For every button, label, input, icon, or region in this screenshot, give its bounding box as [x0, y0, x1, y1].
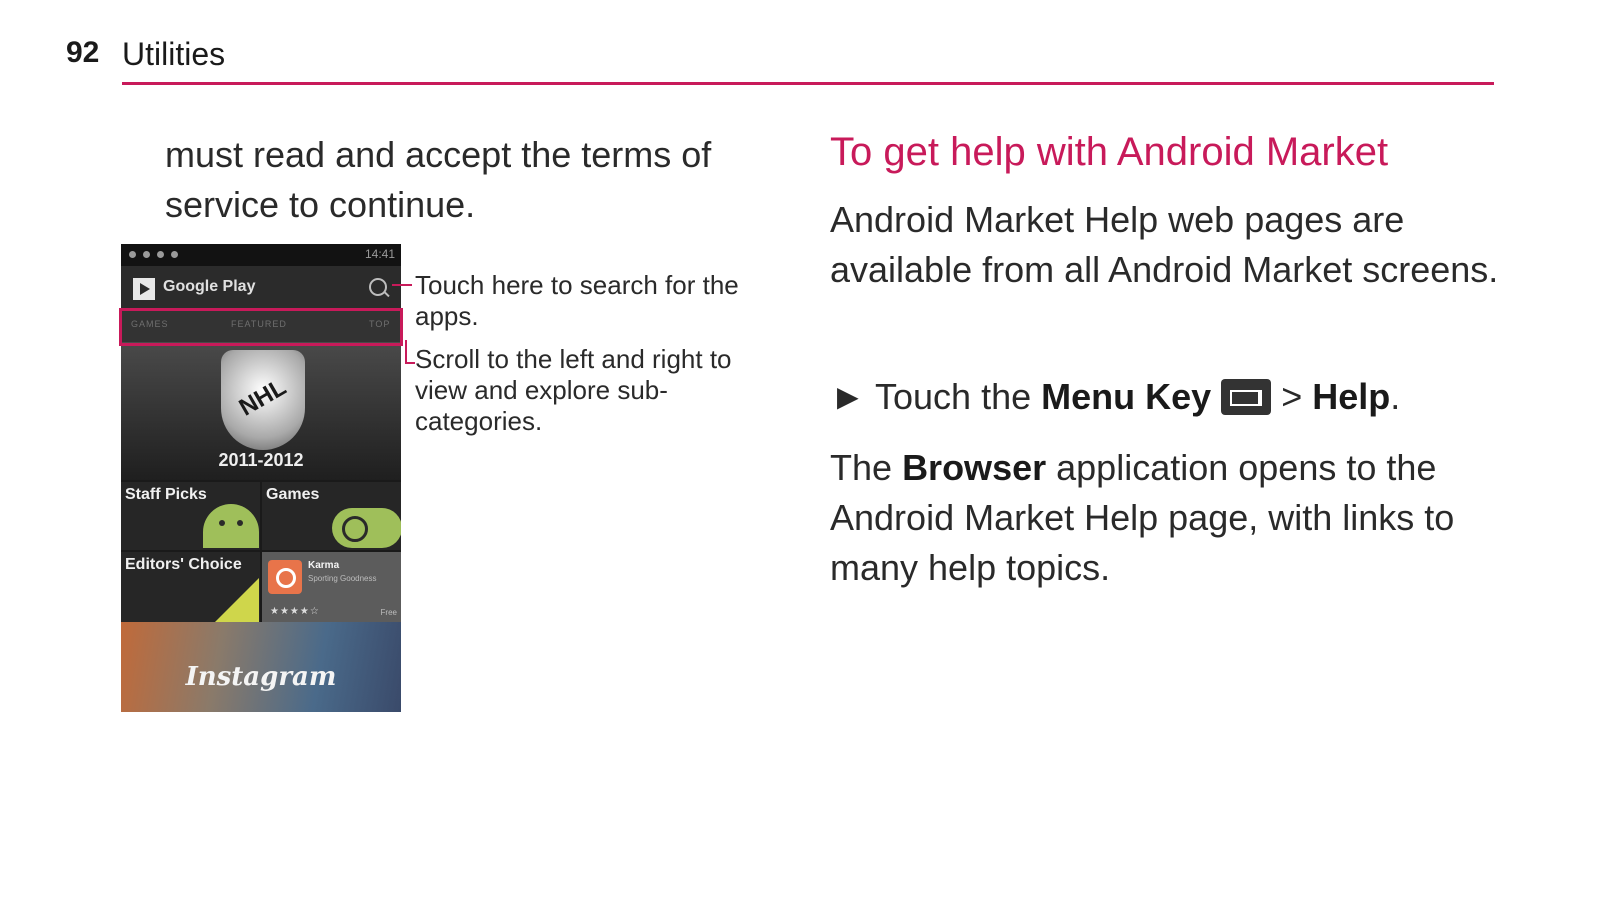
menu-key-icon	[1221, 379, 1271, 415]
search-callout-line	[392, 284, 412, 286]
notification-icon	[157, 251, 164, 258]
tile-label: Games	[266, 486, 320, 503]
instagram-banner[interactable]	[121, 622, 401, 712]
editors-choice-tile[interactable]	[121, 552, 260, 622]
step-end: .	[1390, 376, 1401, 417]
scroll-callout-text: Scroll to the left and right to view and explore sub-categories.	[415, 344, 732, 436]
notification-icon	[143, 251, 150, 258]
bullet-icon: ►	[830, 376, 866, 417]
games-tile[interactable]	[262, 482, 401, 550]
tab-featured[interactable]: FEATURED	[231, 319, 287, 329]
karma-app-icon	[268, 560, 302, 594]
app-name: Google Play	[163, 278, 256, 295]
help-heading: To get help with Android Market	[830, 130, 1389, 174]
action-bar	[121, 266, 401, 310]
play-store-icon	[133, 278, 155, 300]
staff-picks-tile[interactable]	[121, 482, 260, 550]
browser-paragraph	[830, 443, 1510, 593]
nhl-shield-icon	[221, 350, 305, 450]
step-separator: >	[1281, 376, 1303, 417]
status-time: 14:41	[364, 247, 395, 261]
header-rule	[122, 82, 1494, 85]
tab-games[interactable]: GAMES	[131, 319, 169, 329]
instagram-logo: Instagram	[185, 662, 337, 692]
scroll-callout-line	[405, 340, 407, 364]
app-developer: Sporting Goodness	[308, 574, 377, 583]
karma-app-tile[interactable]	[262, 552, 401, 622]
step-prefix: Touch the	[875, 376, 1032, 417]
tile-label: Staff Picks	[125, 486, 207, 503]
tabs-highlight-frame	[119, 308, 403, 346]
menu-key-label: Menu Key	[1041, 376, 1212, 417]
editors-choice-icon	[213, 578, 259, 622]
rating-stars: ★★★★☆	[270, 606, 320, 617]
banner-season: 2011-2012	[218, 450, 304, 470]
section-name: Utilities	[122, 36, 226, 72]
app-title: Karma	[308, 560, 340, 571]
tab-top[interactable]: TOP	[369, 319, 391, 329]
android-icon	[203, 504, 259, 548]
search-callout-text: Touch here to search for the apps.	[415, 270, 739, 331]
scroll-callout-line	[405, 362, 415, 364]
tile-label: Editors' Choice	[125, 556, 242, 573]
gamepad-icon	[332, 508, 401, 548]
help-paragraph: Android Market Help web pages are available from all Android Market screens.	[830, 199, 1499, 290]
app-price: Free	[380, 608, 397, 617]
notification-icon	[171, 251, 178, 258]
help-step	[830, 372, 1510, 422]
para2-start: The	[830, 447, 893, 488]
status-bar	[121, 244, 401, 266]
page-number: 92	[66, 36, 100, 69]
banner-text: NHL	[234, 373, 291, 422]
intro-text: must read and accept the terms of service to continue.	[165, 134, 712, 225]
help-label: Help	[1312, 376, 1391, 417]
notification-icon	[129, 251, 136, 258]
para2-rest: application opens to the Android Market Help page, with links to many help topics.	[830, 447, 1455, 588]
search-icon[interactable]	[369, 278, 387, 296]
nhl-banner[interactable]	[121, 342, 401, 480]
browser-label: Browser	[902, 447, 1047, 488]
